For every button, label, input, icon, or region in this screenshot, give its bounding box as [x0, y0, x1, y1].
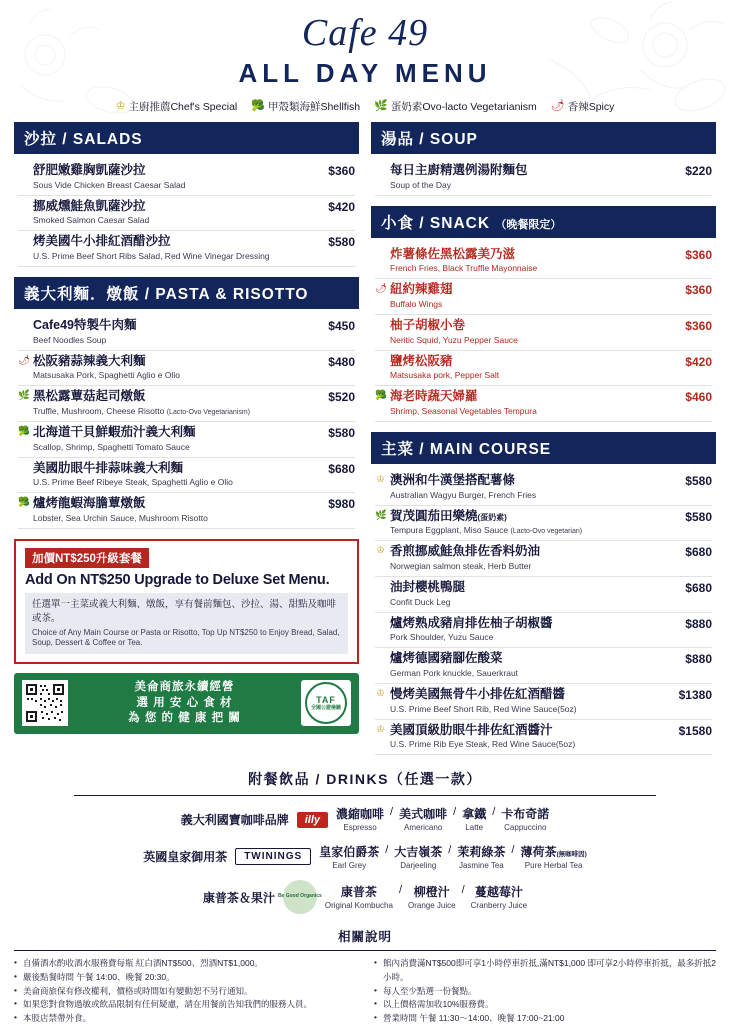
- note-item: • 每人至少點選一份餐點。: [374, 985, 716, 999]
- item-name-en: French Fries, Black Truffle Mayonnaise: [390, 263, 538, 274]
- drink-option-note: (無咖啡因): [556, 850, 587, 858]
- item-name-zh: 美國肋眼牛排蒜味義大利麵: [33, 460, 184, 475]
- sustainability-line-1: 美侖商旅永續經營: [134, 681, 235, 694]
- menu-item: [18, 351, 355, 387]
- separator: /: [385, 843, 389, 856]
- item-badges: [18, 199, 29, 227]
- drink-row-label: 義大利國寶咖啡品牌: [180, 813, 289, 828]
- drink-option-zh-text: 薄荷茶: [520, 844, 557, 859]
- drink-option-zh: 濃縮咖啡: [336, 807, 385, 822]
- separator: /: [492, 806, 496, 819]
- upgrade-body-zh: 任選單一主菜或義大利麵、燉飯，享有餐前麵包、沙拉、湯、甜點及咖啡或茶。: [32, 598, 337, 624]
- drink-option: [471, 883, 527, 911]
- item-name-zh: 爐烤熟成豬肩排佐柚子胡椒醬: [390, 615, 553, 630]
- item-badges: [18, 163, 29, 191]
- menu-item: [375, 315, 712, 351]
- item-name-zh: 舒肥嫩雞胸凱薩沙拉: [33, 162, 146, 177]
- item-price: $680: [328, 461, 355, 476]
- menu-item: [375, 351, 712, 387]
- menu-item: [375, 506, 712, 542]
- item-name-en-text: Tempura Eggplant, Miso Sauce: [390, 525, 509, 536]
- menu-item: [375, 386, 712, 422]
- note-item: • 嚴後點餐時間 午餐 14:00、晚餐 20:30。: [14, 971, 356, 985]
- drink-option-zh: 柳橙汁: [413, 884, 450, 899]
- drink-option: [408, 883, 456, 911]
- item-badges: [18, 496, 29, 524]
- drink-option: [394, 843, 442, 871]
- item-name-en: Lobster, Sea Urchin Sauce, Mushroom Risotto: [33, 512, 208, 523]
- separator: /: [461, 883, 465, 896]
- item-name-en: U.S. Prime Rib Eye Steak, Red Wine Sauce(5oz): [390, 739, 576, 750]
- item-name-zh: 海老時蔬天婦羅: [390, 389, 478, 404]
- section-items-pasta: [14, 315, 359, 529]
- item-price: $360: [685, 318, 712, 333]
- item-price: $360: [685, 283, 712, 298]
- menu-item: [18, 315, 355, 351]
- item-name-zh: 油封櫻桃鴨腿: [390, 579, 466, 594]
- kombucha-logo-text: Be Good Organics: [277, 893, 322, 900]
- item-name-en: U.S. Prime Beef Ribeye Steak, Spaghetti Aglio e Olio: [33, 477, 233, 488]
- item-name-zh: [390, 509, 679, 525]
- section-items-salads: [14, 160, 359, 267]
- drink-option-en: Americano: [403, 823, 443, 833]
- item-badges: [375, 473, 386, 501]
- item-name-en-note: (Lacto-Ovo Vegetarianism): [166, 408, 250, 416]
- shellfish-icon: 🥦: [251, 99, 265, 112]
- qr-code[interactable]: [22, 680, 68, 726]
- item-name-en: German Pork knuckle, Sauerkraut: [390, 667, 519, 678]
- crown-icon: ♔: [376, 688, 385, 699]
- item-price: $880: [685, 652, 712, 667]
- section-items-main-course: [371, 470, 716, 755]
- item-badges: [18, 234, 29, 262]
- menu-item: [18, 231, 355, 267]
- notes-section: [14, 927, 716, 1026]
- drink-option-zh: 拿鐵: [462, 807, 487, 822]
- separator: /: [448, 843, 452, 856]
- drink-row-label: 康普茶＆果汁: [202, 890, 275, 905]
- drink-option-zh: 大吉嶺茶: [394, 844, 443, 859]
- chili-icon: 🌶: [375, 283, 388, 295]
- drink-option: [325, 883, 393, 911]
- legend-item-vegetarian: [374, 99, 537, 114]
- legend-item-spicy: [551, 99, 615, 114]
- item-price: $420: [685, 354, 712, 369]
- notes-columns: [14, 957, 716, 1026]
- item-name-en: Buffalo Wings: [390, 298, 443, 309]
- item-badges: [375, 687, 386, 715]
- item-name-zh: 烤美國牛小排紅酒醋沙拉: [33, 234, 171, 249]
- item-name-en: Matsusaka pork, Pepper Salt: [390, 370, 500, 381]
- item-name-zh: 松阪豬蒜辣義大利麵: [33, 353, 146, 368]
- item-price: $580: [685, 509, 712, 524]
- upgrade-body: [25, 593, 348, 654]
- notes-list-right: [374, 957, 716, 1026]
- item-name-zh-note: (蛋奶素): [477, 512, 507, 522]
- taf-seal-label: TAF: [316, 695, 336, 706]
- menu-column-left: [14, 122, 359, 755]
- chili-icon: 🌶: [18, 354, 31, 366]
- drink-option-en: Cranberry Juice: [470, 900, 528, 910]
- restaurant-name: Cafe 49: [301, 12, 429, 54]
- sustainability-banner: [14, 673, 359, 734]
- section-subtitle-snack: （晚餐限定）: [495, 218, 562, 231]
- item-badges: [18, 461, 29, 489]
- menu-item: [375, 160, 712, 196]
- item-name-zh: 香煎挪威鮭魚排佐香料奶油: [390, 544, 541, 559]
- drink-options: [319, 843, 587, 871]
- drink-option: [399, 805, 447, 833]
- menu-item: [18, 196, 355, 232]
- drink-row-juice: [14, 880, 716, 914]
- section-header-soup: 湯品 / SOUP: [371, 122, 716, 154]
- drink-option-en: Espresso: [343, 823, 377, 833]
- item-price: $420: [328, 199, 355, 214]
- item-name-en: [33, 406, 322, 417]
- menu-column-right: [371, 122, 716, 755]
- item-name-zh: 每日主廚精選例湯附麵包: [390, 162, 528, 177]
- note-item: • 如果您對食物過敏或飲品限制有任何疑慮，請在用餐前告知我們的服務人員。: [14, 998, 356, 1012]
- vegetarian-icon: 🌿: [18, 390, 30, 402]
- item-price: $360: [328, 163, 355, 178]
- item-badges: [375, 354, 386, 382]
- item-name-en: Confit Duck Leg: [390, 596, 451, 607]
- vegetarian-icon: 🌿: [375, 509, 387, 521]
- item-name-en: Shrimp, Seasonal Vegetables Tempura: [390, 405, 537, 416]
- item-badges: [18, 425, 29, 453]
- drink-option-en: Cappuccino: [504, 823, 547, 833]
- item-price: $1380: [678, 688, 712, 702]
- note-item: • 以上價格需加收10%服務費。: [374, 998, 716, 1012]
- kombucha-logo: [277, 880, 322, 914]
- legend-label: 甲殼類海鮮Shellfish: [267, 100, 361, 113]
- twinings-logo: TWININGS: [235, 848, 311, 865]
- item-name-en: Neritic Squid, Yuzu Pepper Sauce: [390, 334, 518, 345]
- drink-option-zh: 康普茶: [340, 884, 377, 899]
- menu-item: [18, 386, 355, 422]
- item-name-en: Beef Noodles Soup: [33, 334, 107, 345]
- item-price: $680: [685, 580, 712, 595]
- upgrade-badge: 加價NT$250升級套餐: [25, 548, 149, 568]
- page-title: ALL DAY MENU: [238, 57, 492, 88]
- crown-icon: ♔: [376, 545, 385, 557]
- item-name-en: Scallop, Shrimp, Spaghetti Tomato Sauce: [33, 441, 190, 452]
- notes-title: 相關說明: [337, 930, 392, 945]
- item-price: $220: [685, 163, 712, 178]
- item-name-en: Pork Shoulder, Yuzu Sauce: [390, 632, 494, 643]
- item-badges: [18, 354, 29, 382]
- brand-header: [14, 0, 716, 89]
- item-name-zh: 美國頂級肋眼牛排佐紅酒醬汁: [390, 722, 553, 737]
- upgrade-title: Add On NT$250 Upgrade to Deluxe Set Menu.: [25, 571, 330, 588]
- item-badges: [375, 723, 386, 751]
- drink-option-zh: [520, 845, 586, 859]
- item-badges: [375, 580, 386, 608]
- drink-option: [520, 843, 586, 871]
- note-item: • 營業時間 午餐 11:30～14:00、晚餐 17:00~21:00: [374, 1012, 716, 1026]
- item-name-zh-text: 賀茂圓茄田樂燒: [390, 508, 478, 523]
- drink-option: [501, 805, 549, 833]
- crown-icon: ♔: [376, 473, 385, 485]
- item-name-zh: 紐約辣雞翅: [390, 282, 453, 297]
- upgrade-box: [14, 539, 359, 664]
- menu-item: [18, 160, 355, 196]
- drink-option-en: Jasmine Tea: [458, 860, 504, 870]
- item-badges: [375, 616, 386, 644]
- section-title-snack: 小食 / SNACK: [381, 214, 491, 232]
- shellfish-icon: 🥦: [18, 497, 30, 509]
- item-price: $980: [328, 497, 355, 512]
- menu-item: [18, 493, 355, 529]
- menu-item: [18, 422, 355, 458]
- note-item: • 美侖商旅保有修改權利，價格或時間如有變動恕不另行通知。: [14, 985, 356, 999]
- item-name-en: U.S. Prime Beef Short Ribs Salad, Red Wine Vinegar Dressing: [33, 250, 270, 261]
- drink-row-tea: [14, 843, 716, 871]
- item-name-zh: 慢烤美國無骨牛小排佐紅酒醋醬: [390, 687, 566, 701]
- menu-item: [375, 541, 712, 577]
- item-name-en: [390, 525, 679, 536]
- legend-item-chefs-special: [116, 99, 238, 114]
- sustainability-text: [76, 680, 293, 727]
- menu-item: [375, 577, 712, 613]
- drinks-divider: [74, 795, 656, 796]
- shellfish-icon: 🥦: [18, 425, 30, 437]
- item-price: $460: [685, 390, 712, 405]
- item-badges: [375, 163, 386, 191]
- drink-option-zh: 茉莉綠茶: [457, 844, 506, 859]
- menu-item: [18, 458, 355, 494]
- item-name-zh: 北海道干貝鮮蝦茄汁義大利麵: [33, 424, 196, 439]
- drink-option: [462, 805, 486, 833]
- drink-options: [336, 805, 549, 833]
- item-name-zh: Cafe49特製牛肉麵: [33, 317, 137, 332]
- upgrade-body-en: Choice of Any Main Course or Pasta or Risotto, Top Up NT$250 to Enjoy Bread, Salad, Soup, Dessert & Coffee or Tea.: [32, 627, 340, 648]
- illy-logo: illy: [297, 812, 328, 828]
- item-badges: [375, 282, 386, 310]
- drink-option-en: Latte: [465, 823, 484, 833]
- item-price: $1580: [678, 723, 712, 738]
- item-name-en: U.S. Prime Beef Short Rib, Red Wine Sauce(5oz): [390, 703, 577, 714]
- section-header-snack: [371, 206, 716, 238]
- taf-seal-sub: 全國公證檢驗: [310, 704, 341, 711]
- menu-item: [375, 684, 712, 720]
- crown-icon: ♔: [376, 723, 385, 735]
- legend: [14, 99, 716, 114]
- item-badges: [375, 318, 386, 346]
- item-name-zh: 鹽烤松阪豬: [390, 353, 453, 368]
- item-name-en-note: (Lacto-Ovo vegetarian): [510, 528, 583, 536]
- item-price: $880: [685, 616, 712, 631]
- item-name-en: Smoked Salmon Caesar Salad: [33, 215, 150, 226]
- drink-option-zh: 皇家伯爵茶: [319, 844, 380, 859]
- item-name-en: Australian Wagyu Burger, French Fries: [390, 489, 537, 500]
- section-items-snack: [371, 244, 716, 422]
- drink-option: [319, 843, 379, 871]
- item-price: $680: [685, 545, 712, 560]
- drink-options: [325, 883, 527, 911]
- notes-list-left: [14, 957, 356, 1026]
- note-item: • 本股店禁帶外食。: [14, 1012, 356, 1026]
- item-badges: [375, 247, 386, 275]
- menu-item: [375, 648, 712, 684]
- separator: /: [453, 806, 457, 819]
- item-price: $520: [328, 390, 355, 405]
- item-price: $580: [328, 425, 355, 440]
- item-badges: [18, 389, 29, 417]
- section-items-soup: [371, 160, 716, 196]
- note-item: • 自備酒水酌收酒水服務費每瓶 紅白酒NT$500、烈酒NT$1,000。: [14, 957, 356, 971]
- drink-option-en: Original Kombucha: [324, 900, 393, 910]
- item-price: $580: [328, 235, 355, 250]
- item-price: $360: [685, 247, 712, 262]
- legend-label: 蛋奶素Ovo-lacto Vegetarianism: [390, 100, 537, 113]
- menu-item: [375, 613, 712, 649]
- sustainability-line-2: 選 用 安 心 食 材: [136, 696, 233, 709]
- legend-label: 香辣Spicy: [567, 100, 615, 113]
- item-name-zh: 爐烤龍蝦海膽蕈燉飯: [33, 496, 146, 511]
- drink-row-coffee: [14, 805, 716, 833]
- menu-item: [375, 279, 712, 315]
- taf-seal: [301, 680, 351, 726]
- menu-item: [375, 470, 712, 506]
- separator: /: [398, 883, 402, 896]
- drink-option-en: Orange Juice: [408, 900, 456, 910]
- drink-option-zh: 卡布奇諾: [501, 807, 550, 822]
- item-badges: [375, 389, 386, 417]
- chili-icon: 🌶: [550, 99, 565, 112]
- drink-option-zh: 美式咖啡: [399, 807, 448, 822]
- drink-option-en: Pure Herbal Tea: [524, 860, 583, 870]
- item-badges: [18, 318, 29, 346]
- item-name-zh: 挪威燻鮭魚凱薩沙拉: [33, 198, 146, 213]
- menu-columns: [14, 122, 716, 755]
- menu-item: [375, 720, 712, 756]
- item-name-en: Sous Vide Chicken Breast Caesar Salad: [33, 179, 186, 190]
- item-badges: [375, 509, 386, 537]
- legend-item-shellfish: [251, 99, 360, 114]
- item-name-zh: 澳洲和牛漢堡搭配薯條: [390, 472, 516, 487]
- separator: /: [390, 806, 394, 819]
- separator: /: [511, 843, 515, 856]
- item-name-zh: 爐烤德國豬腳佐酸菜: [390, 651, 503, 666]
- crown-icon: ♔: [115, 99, 126, 112]
- drink-option: [457, 843, 505, 871]
- menu-item: [375, 244, 712, 280]
- drink-option-en: Darjeeling: [400, 860, 437, 870]
- item-name-zh: 炸薯條佐黑松露美乃滋: [390, 246, 516, 261]
- item-price: $580: [685, 473, 712, 488]
- item-name-zh: 柚子胡椒小卷: [390, 317, 466, 332]
- item-name-en: Matsusaka Pork, Spaghetti Aglio e Olio: [33, 370, 180, 381]
- item-name-en-text: Truffle, Mushroom, Cheese Risotto: [33, 405, 165, 416]
- item-badges: [375, 544, 386, 572]
- item-name-en: Norwegian salmon steak, Herb Butter: [390, 560, 532, 571]
- section-header-salads: 沙拉 / SALADS: [14, 122, 359, 154]
- section-header-main-course: 主菜 / MAIN COURSE: [371, 432, 716, 464]
- vegetarian-icon: 🌿: [374, 99, 388, 112]
- item-price: $450: [328, 318, 355, 333]
- item-price: $480: [328, 354, 355, 369]
- drink-option-zh: 蔓越莓汁: [474, 884, 523, 899]
- legend-label: 主廚推薦Chef's Special: [128, 100, 238, 113]
- drinks-section: [14, 769, 716, 914]
- sustainability-line-3: 為 您 的 健 康 把 關: [128, 712, 241, 725]
- item-name-zh: 黑松露蕈菇起司燉飯: [33, 389, 146, 404]
- drink-option: [336, 805, 384, 833]
- section-header-pasta: 義大利麵．燉飯 / PASTA & RISOTTO: [14, 277, 359, 309]
- shellfish-icon: 🥦: [375, 390, 387, 402]
- drink-row-label: 英國皇家御用茶: [143, 850, 228, 865]
- note-item: • 館內消費滿NT$500即可享1小時停車折抵,滿NT$1,000 即可享2小時停車折抵，最多折抵2小時。: [374, 957, 716, 985]
- drink-option-en: Earl Grey: [332, 860, 367, 870]
- notes-divider: [14, 950, 716, 951]
- item-badges: [375, 651, 386, 679]
- drinks-title: 附餐飲品 / DRINKS（任選一款）: [248, 771, 482, 788]
- item-name-en: Soup of the Day: [390, 179, 451, 190]
